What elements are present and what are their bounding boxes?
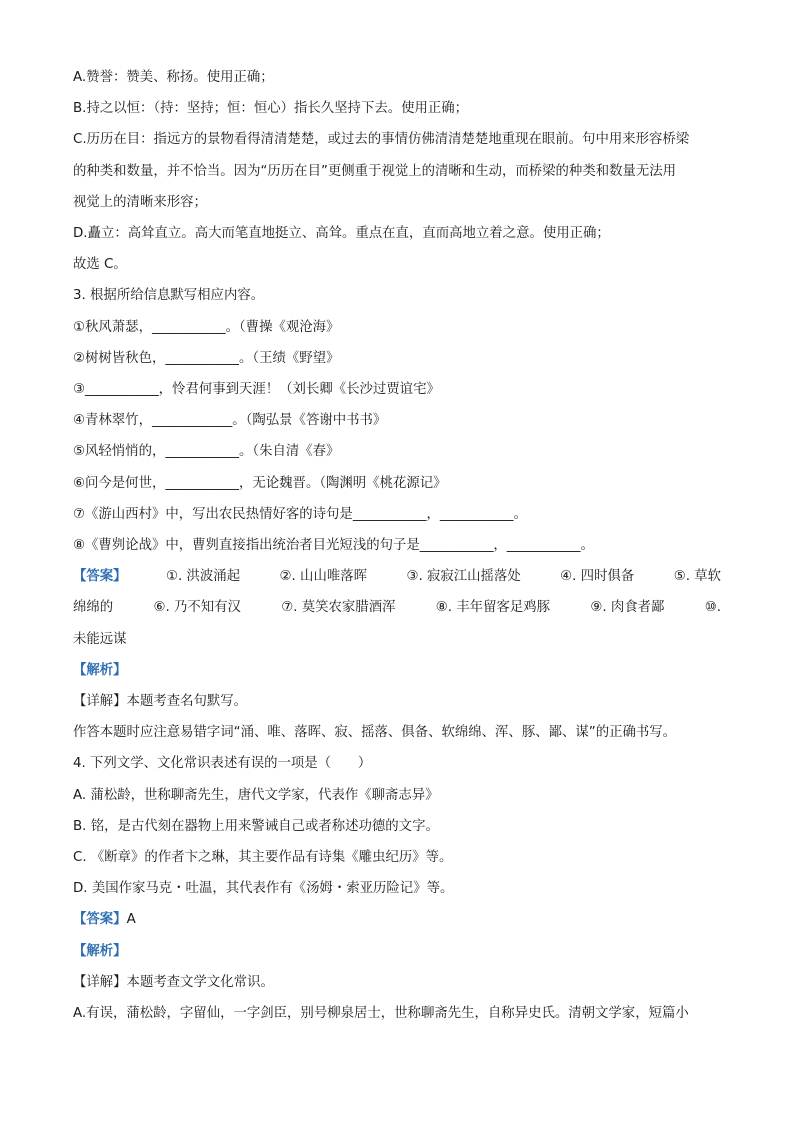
q3-item: ④青林翠竹，____________。（陶弘景《答谢中书书》	[73, 413, 387, 429]
q4-option-c: C. 《断章》的作者卞之琳，其主要作品有诗集《雕虫纪历》等。	[73, 850, 453, 866]
q3-item: ⑥问今是何世，___________，无论魏晋。（陶渊明《桃花源记》	[73, 475, 447, 491]
q3-item: ③___________，怜君何事到天涯！（刘长卿《长沙过贾谊宅》	[73, 382, 440, 398]
q3-detail-note: 作答本题时应注意易错字词“涌、唯、落晖、寂、摇落、俱备、软绵绵、浑、豚、鄙、谋”的正确书写。	[73, 725, 677, 741]
q4-option-a: A. 蒲松龄，世称聊斋先生，唐代文学家，代表作《聊斋志异》	[73, 787, 439, 803]
q3-item: ②树树皆秋色，___________。（王绩《野望》	[73, 350, 340, 366]
answer-item: ⑩.	[704, 600, 721, 616]
q4-option-b: B. 铭，是古代刻在器物上用来警诫自己或者称述功德的文字。	[73, 818, 439, 834]
answer-item: ⑥. 乃不知有汉	[153, 600, 241, 616]
q2-option-c-line2: 的种类和数量，并不恰当。因为“历历在目”更侧重于视觉上的清晰和生动，而桥梁的种类和数量无法用	[73, 163, 677, 179]
q3-item: ⑤风轻悄悄的，___________。（朱自清《春》	[73, 444, 340, 460]
q3-item: ①秋风萧瑟，___________。（曹操《观沧海》	[73, 319, 340, 335]
q2-conclusion: 故选 C。	[73, 257, 127, 273]
answer-item: ①. 洪波涌起	[166, 569, 241, 585]
answer-item: ⑧. 丰年留客足鸡豚	[435, 600, 551, 616]
q3-item: ⑧《曹刿论战》中，曹刿直接指出统治者目光短浅的句子是___________，___________。	[73, 538, 594, 554]
q4-detail-a: A.有误，蒲松龄，字留仙，一字剑臣，别号柳泉居士，世称聊斋先生，自称异史氏。清朝文学家，短篇小	[73, 1006, 689, 1022]
q3-analysis-tag: 【解析】	[73, 662, 127, 678]
q2-option-c-line3: 视觉上的清晰来形容；	[73, 194, 207, 210]
q3-answer-row-3: 未能远谋	[73, 631, 127, 647]
answer-item: ②. 山山唯落晖	[279, 569, 368, 585]
q2-option-b: B.持之以恒：（持：坚持；恒：恒心）指长久坚持下去。使用正确；	[73, 101, 469, 117]
q2-option-d: D.矗立：高耸直立。高大而笔直地挺立、高耸。重点在直，直而高地立着之意。使用正确；	[73, 226, 610, 242]
answer-value: A	[126, 912, 136, 928]
q2-option-c-line1: C.历历在目：指远方的景物看得清清楚楚，或过去的事情仿佛清清楚楚地重现在眼前。句中用来形容桥梁	[73, 132, 690, 148]
document-body	[73, 62, 721, 1029]
q3-item: ⑦《游山西村》中，写出农民热情好客的诗句是___________，___________。	[73, 506, 527, 522]
q4-answer	[73, 904, 721, 935]
q2-option-a: A.赞誉：赞美、称扬。使用正确；	[73, 70, 274, 85]
q4-stem: 4. 下列文学、文化常识表述有误的一项是（ ）	[73, 756, 372, 772]
q3-stem: 3. 根据所给信息默写相应内容。	[73, 288, 265, 304]
q4-option-d: D. 美国作家马克・吐温，其代表作有《汤姆・索亚历险记》等。	[73, 881, 454, 897]
q4-detail: 【详解】本题考查文学文化常识。	[73, 974, 274, 990]
answer-item: ⑨. 肉食者鄙	[590, 600, 665, 616]
answer-item: ⑦. 莫笑农家腊酒浑	[281, 600, 396, 616]
answer-tag: 【答案】	[73, 912, 127, 928]
answer-item: 绵绵的	[73, 600, 114, 616]
answer-item: ④. 四时俱备	[560, 569, 635, 585]
q3-detail: 【详解】本题考查名句默写。	[73, 694, 248, 710]
q3-answer-row-1	[73, 561, 721, 592]
answer-item: ③. 寂寂江山摇落处	[406, 569, 521, 585]
q3-answer-row-2	[73, 592, 721, 623]
q4-analysis-tag: 【解析】	[73, 943, 127, 959]
answer-item: ⑤. 草软	[673, 569, 721, 585]
answer-tag: 【答案】	[73, 569, 127, 585]
